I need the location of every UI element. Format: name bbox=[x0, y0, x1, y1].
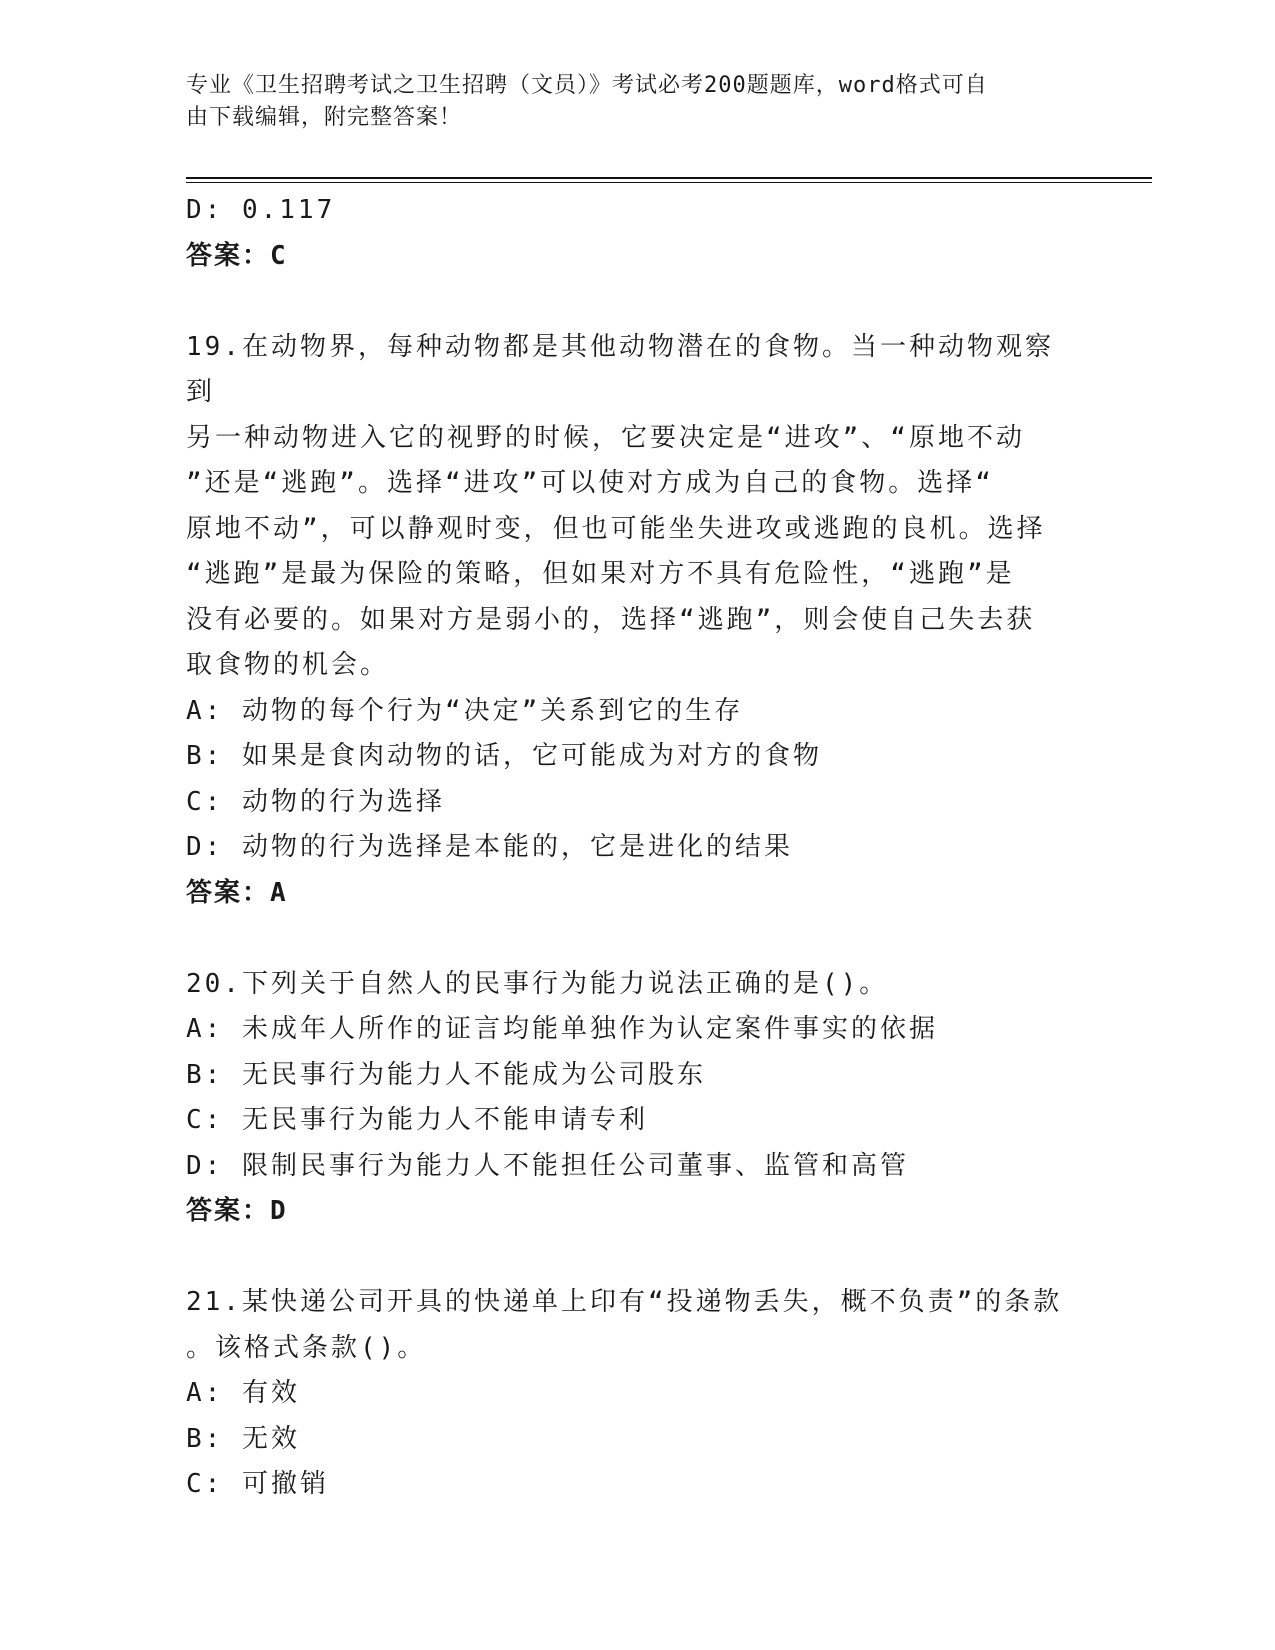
question-stem-line: 取食物的机会。 bbox=[186, 650, 390, 680]
option-c: C: 无民事行为能力人不能申请专利 bbox=[186, 1105, 648, 1135]
answer-line: 答案：A bbox=[186, 877, 288, 908]
header-line-2: 由下载编辑，附完整答案！ bbox=[186, 105, 463, 130]
answer-line: 答案：D bbox=[186, 1196, 288, 1226]
option-c: C: 动物的行为选择 bbox=[186, 786, 445, 817]
spacer bbox=[186, 1235, 1076, 1281]
question-stem-line: 另一种动物进入它的视野的时候，它要决定是“进攻”、“原地不动 bbox=[186, 422, 1025, 453]
question-21 bbox=[186, 1280, 1076, 1508]
question-stem-line: 20.下列关于自然人的民事行为能力说法正确的是()。 bbox=[186, 968, 889, 999]
answer-line: 答案：C bbox=[186, 240, 288, 271]
document-header bbox=[186, 70, 1066, 134]
question-stem-line: “逃跑”是最为保险的策略，但如果对方不具有危险性，“逃跑”是 bbox=[186, 559, 1015, 589]
option-b: B: 无民事行为能力人不能成为公司股东 bbox=[186, 1059, 706, 1090]
option-c: C: 可撤销 bbox=[186, 1469, 329, 1499]
header-line-1: 专业《卫生招聘考试之卫生招聘（文员）》考试必考200题题库，word格式可自 bbox=[186, 73, 988, 98]
question-stem-line: ”还是“逃跑”。选择“进攻”可以使对方成为自己的食物。选择“ bbox=[186, 468, 994, 498]
question-stem-line: 。该格式条款()。 bbox=[186, 1332, 427, 1363]
option-a: A: 有效 bbox=[186, 1378, 300, 1408]
question-20 bbox=[186, 962, 1076, 1235]
question-stem-line: 19.在动物界，每种动物都是其他动物潜在的食物。当一种动物观察到 bbox=[186, 331, 1054, 407]
spacer bbox=[186, 279, 1076, 325]
spacer bbox=[186, 916, 1076, 962]
option-d: D: 限制民事行为能力人不能担任公司董事、监管和高管 bbox=[186, 1150, 909, 1181]
option-a: A: 动物的每个行为“决定”关系到它的生存 bbox=[186, 695, 744, 726]
question-stem-line: 21.某快递公司开具的快递单上印有“投递物丢失，概不负责”的条款 bbox=[186, 1287, 1063, 1317]
option-d: D: 0.117 bbox=[186, 195, 336, 225]
previous-question-tail bbox=[186, 188, 1076, 279]
header-divider-thick bbox=[186, 177, 1152, 179]
option-b: B: 无效 bbox=[186, 1423, 300, 1454]
option-a: A: 未成年人所作的证言均能单独作为认定案件事实的依据 bbox=[186, 1014, 938, 1044]
option-d: D: 动物的行为选择是本能的，它是进化的结果 bbox=[186, 832, 793, 862]
question-19 bbox=[186, 325, 1076, 917]
header-divider-thin bbox=[186, 182, 1152, 183]
question-stem-line: 原地不动”，可以静观时变，但也可能坐失进攻或逃跑的良机。选择 bbox=[186, 513, 1046, 544]
document-body bbox=[186, 188, 1076, 1508]
question-stem-line: 没有必要的。如果对方是弱小的，选择“逃跑”，则会使自己失去获 bbox=[186, 604, 1036, 635]
option-b: B: 如果是食肉动物的话，它可能成为对方的食物 bbox=[186, 741, 822, 771]
